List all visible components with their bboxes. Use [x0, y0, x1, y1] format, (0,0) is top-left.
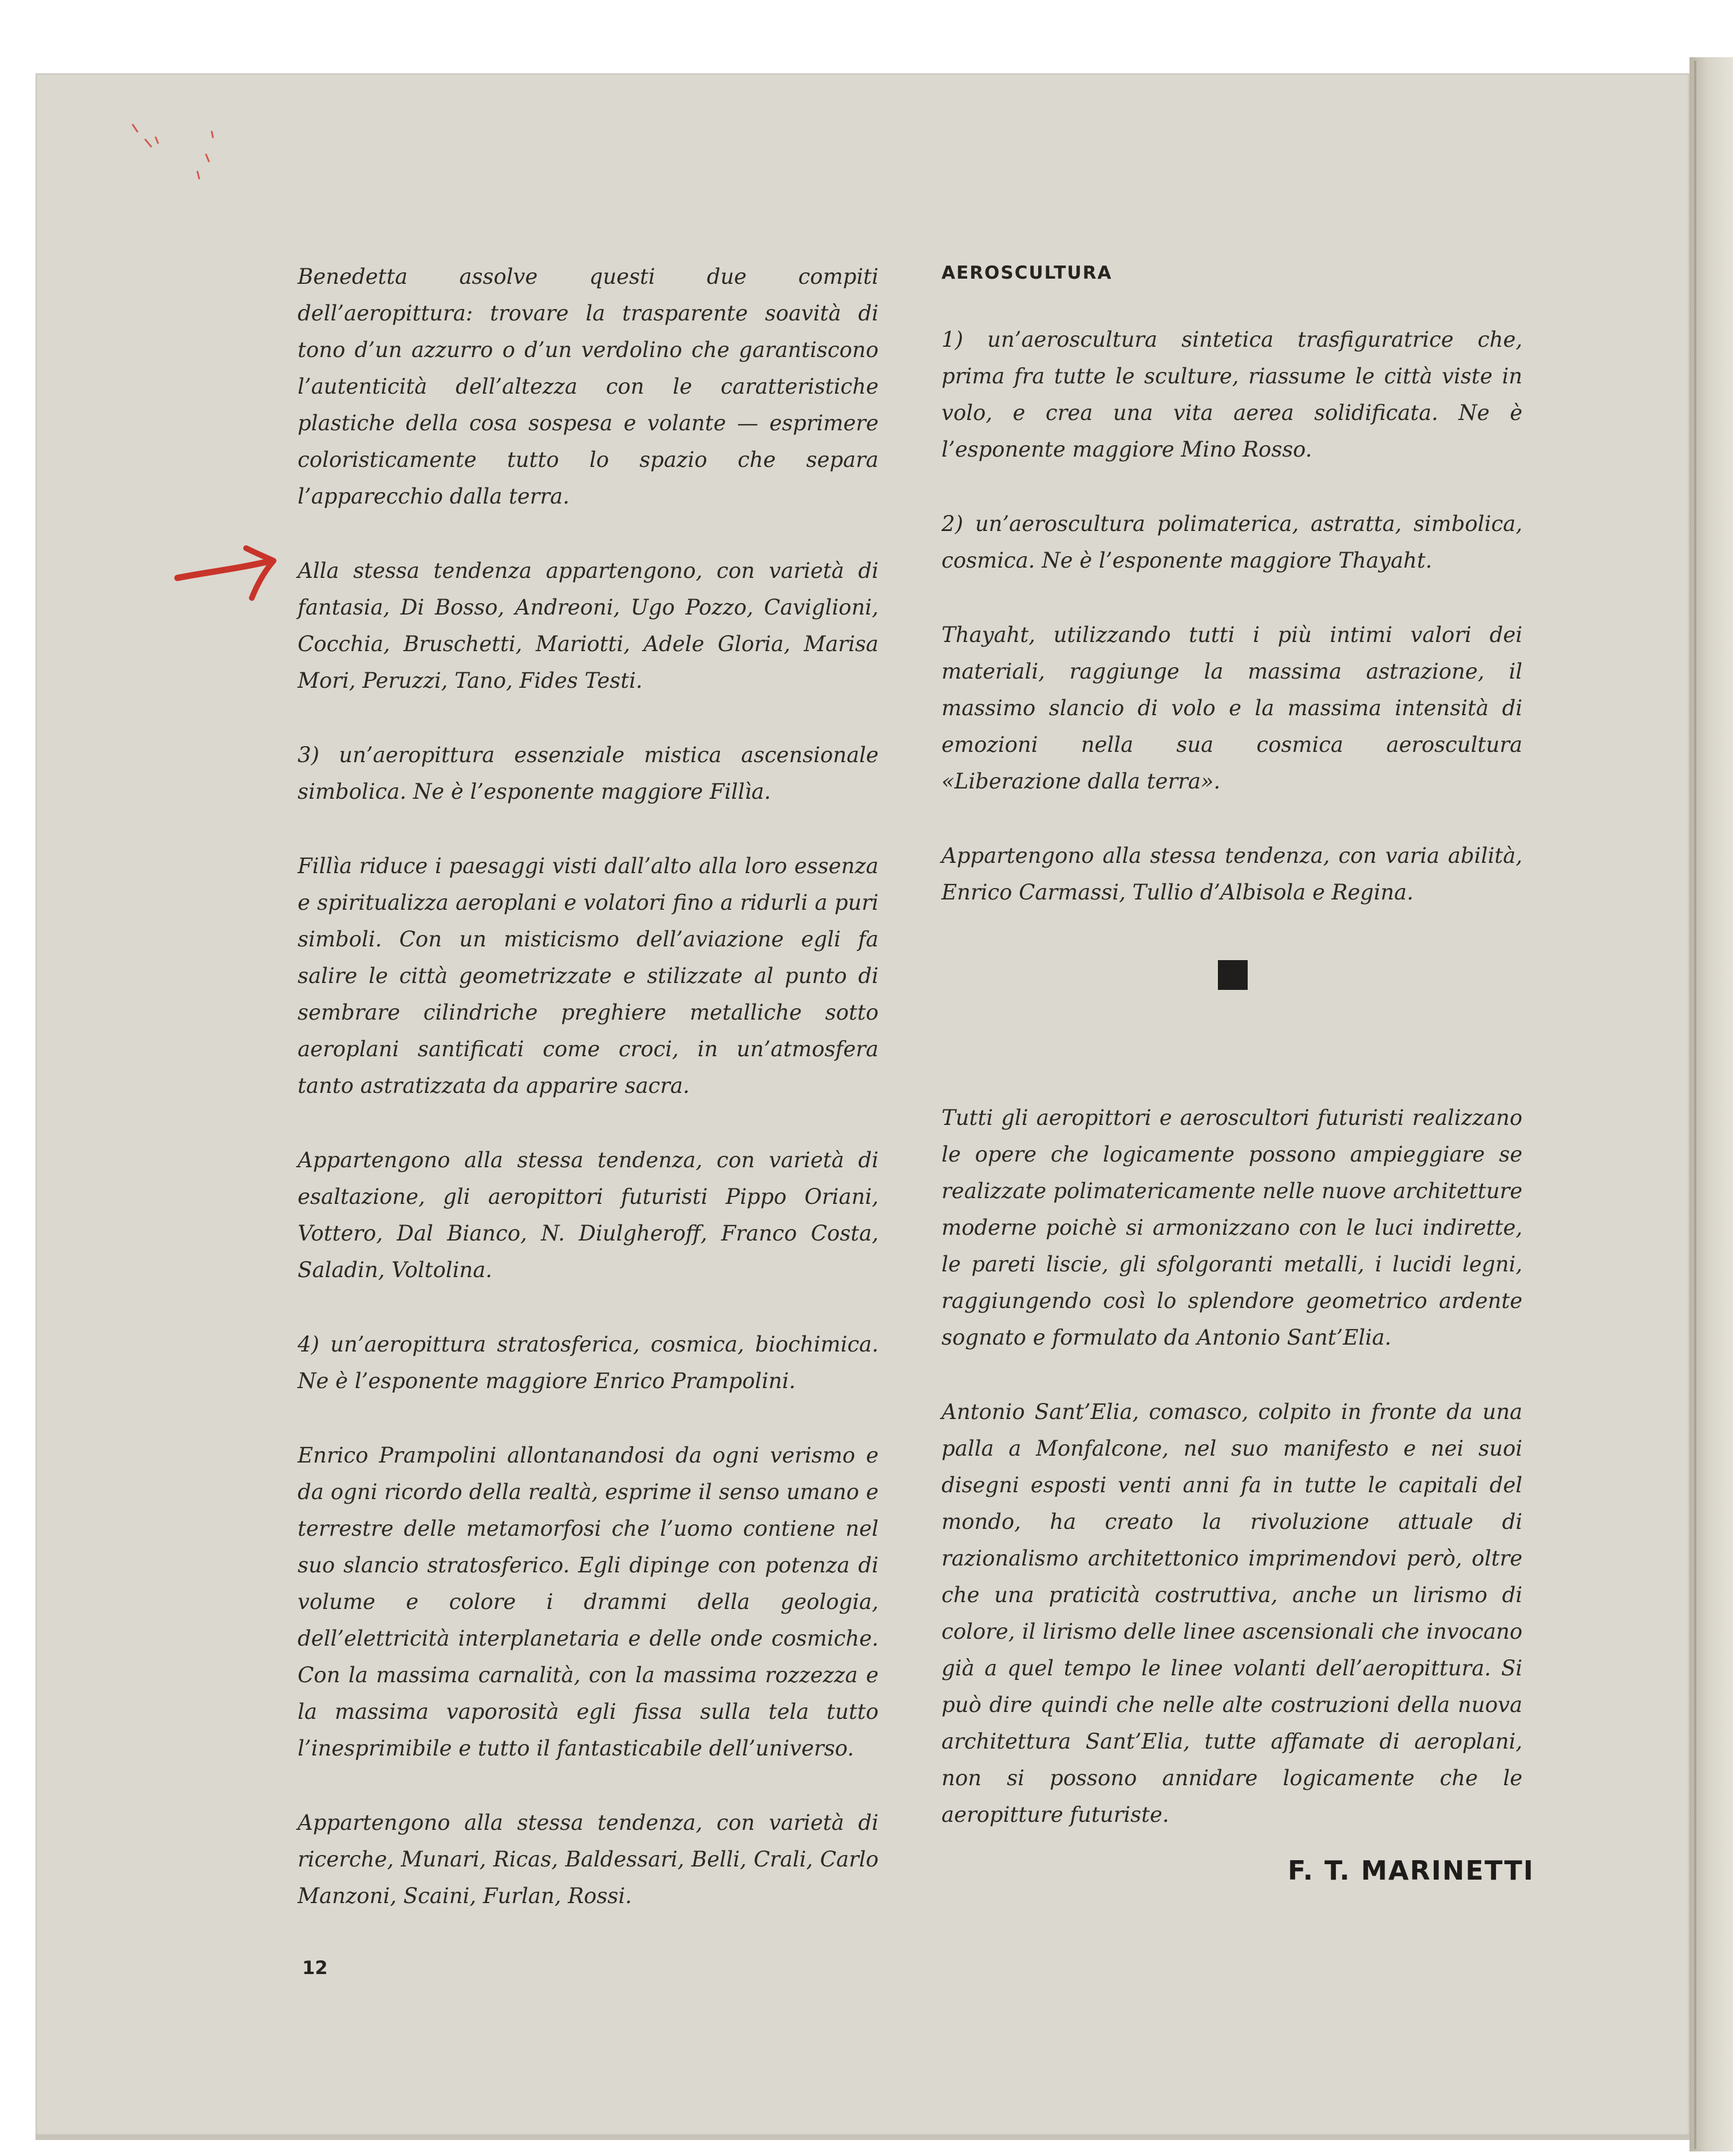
section-heading: AEROSCULTURA — [941, 263, 1113, 283]
red-pencil-marks-icon — [126, 114, 229, 189]
page-bottom-edge — [35, 2134, 1690, 2140]
right-column — [941, 259, 1522, 1833]
paragraph-aeroscultura-sintetica: 1) un’aeroscultura sintetica trasfiguratrice che, prima fra tutte le sculture, riassume le città viste in volo, e crea una vita aerea solidificata. Ne è l’esponente maggiore Mino Rosso. — [941, 327, 1522, 462]
paragraph-aeropittura-mistica: 3) un’aeropittura essenziale mistica ascensionale simbolica. Ne è l’esponente maggiore Fillìa. — [298, 743, 879, 804]
paragraph-aeropittura-stratosferica: 4) un’aeropittura stratosferica, cosmica, biochimica. Ne è l’esponente maggiore Enrico Prampolini. — [298, 1332, 879, 1393]
red-arrow-annotation-icon — [172, 538, 286, 607]
section-divider-square — [1218, 960, 1248, 990]
paragraph-tutti-aeropittori: Tutti gli aeropittori e aeroscultori futuristi realizzano le opere che logicamente possono ampieggiare se realizzate polimatericamente nelle nuove architetture moderne poichè si armonizzano con le luci indirette, le pareti liscie, gli sfolgoranti metalli, i lucidi legni, raggiungendo così lo splendore geometrico ardente sognato e formulato da Antonio Sant’Elia. — [941, 1105, 1522, 1350]
paragraph-prampolini: Enrico Prampolini allontanandosi da ogni verismo e da ogni ricordo della realtà, esprime il senso umano e terrestre delle metamorfosi che l’uomo contiene nel suo slancio stratosferico. Egli dipinge con potenza di volume e colore i drammi della geologia, dell’elettricità interplanetaria e delle onde cosmiche. Con la massima carnalità, con la massima rozzezza e la massima vaporosità egli fissa sulla tela tutto l’inesprimibile e tutto il fantasticabile dell’universo. — [298, 1443, 879, 1761]
paragraph-fillia: Fillìa riduce i paesaggi visti dall’alto alla loro essenza e spiritualizza aeroplani e volatori fino a ridurli a puri simboli. Con un misticismo dell’aviazione egli fa salire le città geometrizzate e stilizzate al punto di sembrare cilindriche preghiere metalliche sotto aeroplani santificati come croci, in un’atmosfera tanto astratizzata da apparire sacra. — [298, 854, 879, 1098]
paragraph-sant-elia: Antonio Sant’Elia, comasco, colpito in fronte da una palla a Monfalcone, nel suo manifesto e nei suoi disegni esposti venti anni fa in tutte le capitali del mondo, ha creato la rivoluzione attuale di razionalismo architettonico imprimendovi però, oltre che una praticità costruttiva, anche un lirismo di colore, il lirismo delle linee ascensionali che invocano già a quel tempo le linee volanti dell’aeropittura. Si può dire quindi che nelle alte costruzioni della nuova architettura Sant’Elia, tutte affamate di aeroplani, non si possono annidare logicamente che le aeropitture futuriste. — [941, 1400, 1522, 1827]
author-signature: F. T. MARINETTI — [1288, 1855, 1534, 1886]
paragraph-thayaht: Thayaht, utilizzando tutti i più intimi valori dei materiali, raggiunge la massima astrazione, il massimo slancio di volo e la massima intensità di emozioni nella sua cosmica aeroscultura «Liberazione dalla terra». — [941, 623, 1522, 794]
paragraph-stessa-tendenza-fantasia: Alla stessa tendenza appartengono, con varietà di fantasia, Di Bosso, Andreoni, Ugo Pozzo, Caviglioni, Cocchia, Bruschetti, Mariotti, Adele Gloria, Marisa Mori, Peruzzi, Tano, Fides Testi. — [298, 558, 879, 693]
left-column — [298, 259, 879, 1915]
page-number: 12 — [302, 1957, 328, 1979]
adjacent-page-fold — [1694, 61, 1696, 2149]
paragraph-stessa-tendenza-ricerche: Appartengono alla stessa tendenza, con varietà di ricerche, Munari, Ricas, Baldessari, Belli, Crali, Carlo Manzoni, Scaini, Furlan, Rossi. — [298, 1810, 879, 1908]
paragraph-benedetta: Benedetta assolve questi due compiti dell’aeropittura: trovare la trasparente soavità di tono d’un azzurro o d’un verdolino che garantiscono l’autenticità dell’altezza con le caratteristiche plastiche della cosa sospesa e volante — esprimere coloristicamente tutto lo spazio che separa l’apparecchio dalla terra. — [298, 264, 879, 509]
paragraph-stessa-tendenza-esaltazione: Appartengono alla stessa tendenza, con varietà di esaltazione, gli aeropittori futuristi Pippo Oriani, Vottero, Dal Bianco, N. Diulgheroff, Franco Costa, Saladin, Voltolina. — [298, 1148, 879, 1282]
paragraph-varia-abilita: Appartengono alla stessa tendenza, con varia abilità, Enrico Carmassi, Tullio d’Albisola e Regina. — [941, 843, 1522, 905]
paragraph-aeroscultura-polimaterica: 2) un’aeroscultura polimaterica, astratta, simbolica, cosmica. Ne è l’esponente maggiore Thayaht. — [941, 512, 1522, 573]
